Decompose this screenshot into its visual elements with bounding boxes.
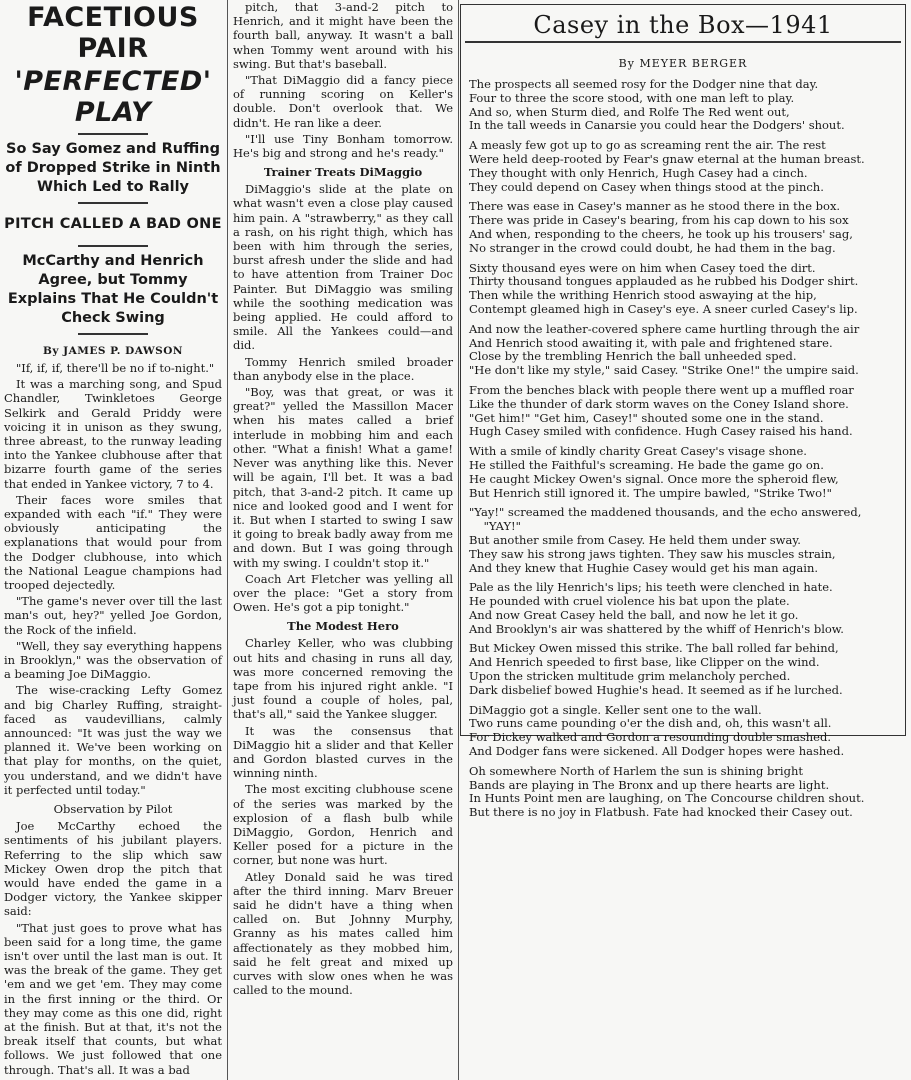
poem-stanza xyxy=(461,642,905,697)
poem-stanza xyxy=(461,139,905,194)
paragraph: "The game's never over till the last man's out, hey?" yelled Joe Gordon, the Rock of the infield. xyxy=(4,594,222,637)
deck-2: PITCH CALLED A BAD ONE xyxy=(4,216,222,232)
poem-line: A measly few got up to go as screaming rent the air. The rest xyxy=(469,138,826,153)
paragraph: Their faces wore smiles that expanded with each "if." They were obviously anticipating the explanations that would pour from the Dodger clubhouse, into which the National League champions had trooped dejectedly. xyxy=(4,492,222,593)
column-rule xyxy=(458,0,459,1080)
body-text xyxy=(0,361,226,797)
poem-line: No stranger in the crowd could doubt, he had them in the bag. xyxy=(469,240,836,255)
title-rule xyxy=(465,41,901,43)
poem-line: They could depend on Casey when things stood at the pinch. xyxy=(469,179,824,194)
paragraph: DiMaggio's slide at the plate on what wasn't even a close play caused him pain. A "strawberry," as they call a rash, on his right thigh, which has been with him through the series, burst afresh under the slide and had to have attention from Trainer Doc Painter. But DiMaggio was smiling while the soothing medication was being applied. He could afford to smile. All the Yankees could—and did. xyxy=(233,182,453,353)
poem-line: Like the thunder of dark storm waves on the Coney Island shore. xyxy=(469,396,849,411)
paragraph: Joe McCarthy echoed the sentiments of his jubilant players. Referring to the slip which saw Mickey Owen drop the pitch that would have ended the game in a Dodger victory, the Yankee skipper said: xyxy=(4,819,222,919)
poem-line: They saw his strong jaws tighten. They saw his muscles strain, xyxy=(469,546,836,561)
poem-line: "Get him!" "Get him, Casey!" shouted some one in the stand. xyxy=(469,410,824,425)
poem-line: And Henrich stood awaiting it, with pale and frightened stare. xyxy=(469,335,833,350)
body-text xyxy=(0,819,226,1077)
body-text xyxy=(229,0,457,160)
deck-1: So Say Gomez and Ruffing of Dropped Strike in Ninth Which Led to Rally xyxy=(5,141,221,195)
subhead-trainer: Trainer Treats DiMaggio xyxy=(263,165,423,180)
divider xyxy=(78,133,148,135)
paragraph: Charley Keller, who was clubbing out hits and chasing in runs all day, was more concerned removing the tape from his injured right ankle. "I just found a couple of holes, pal, that's all," said the Yankee slugger. xyxy=(233,636,453,722)
paragraph: It was a marching song, and Spud Chandler, Twinkletoes George Selkirk and Gerald Priddy were voicing it in unison as they swung, three abreast, to the runway leading into the Yankee clubhouse after that bizarre fourth game of the series that ended in Yankee victory, 7 to 4. xyxy=(4,377,222,491)
poem-line: And now the leather-covered sphere came hurtling through the air xyxy=(469,321,860,336)
poem-line: And they knew that Hughie Casey would get his man again. xyxy=(469,560,819,575)
poem-line: Hugh Casey smiled with confidence. Hugh Casey raised his hand. xyxy=(469,424,853,439)
headline-line-2: 'PERFECTED' PLAY xyxy=(14,66,212,128)
poem-line: Pale as the lily Henrich's lips; his teeth were clenched in hate. xyxy=(469,580,833,595)
poem-stanza xyxy=(461,581,905,636)
poem-column xyxy=(460,0,910,1080)
paragraph: "That DiMaggio did a fancy piece of running scoring on Keller's double. Don't overlook that. We didn't. He ran like a deer. xyxy=(233,73,453,130)
poem-stanza xyxy=(461,445,905,500)
poem-line: With a smile of kindly charity Great Casey's visage shone. xyxy=(469,444,807,459)
poem-stanza xyxy=(461,262,905,317)
poem-line: Four to three the score stood, with one man left to play. xyxy=(469,90,795,105)
paragraph: "Well, they say everything happens in Brooklyn," was the observation of a beaming Joe DiMaggio. xyxy=(4,638,222,682)
column-rule xyxy=(227,0,228,1080)
poem-line: From the benches black with people there went up a muffled roar xyxy=(469,382,854,397)
body-text xyxy=(229,182,457,614)
paragraph: "If, if, if, there'll be no if to-night." xyxy=(16,361,215,375)
poem-line: "YAY!" xyxy=(469,519,521,534)
poem-byline: By MEYER BERGER xyxy=(618,57,748,70)
poem-line: And now Great Casey held the ball, and now he let it go. xyxy=(469,607,799,622)
divider xyxy=(78,245,148,247)
poem-line: He caught Mickey Owen's signal. Once more the spheroid flew, xyxy=(469,471,839,486)
paragraph: It was the consensus that DiMaggio hit a slider and that Keller and Gordon blasted curves in the winning ninth. xyxy=(233,723,453,781)
poem-line: In the tall weeds in Canarsie you could hear the Dodgers' shout. xyxy=(469,118,845,133)
poem-stanza xyxy=(461,506,905,575)
poem-line: Contempt gleamed high in Casey's eye. A sneer curled Casey's lip. xyxy=(469,301,858,316)
poem-line: And Dodger fans were sickened. All Dodger hopes were hashed. xyxy=(469,744,845,759)
poem-line: But there is no joy in Flatbush. Fate had knocked their Casey out. xyxy=(469,805,853,820)
paragraph: "Boy, was that great, or was it great?" yelled the Massillon Macer when his mates called a brief interlude in mobbing him and each other. "What a finish! What a game! Never was anything like this. Never will be again, I'll bet. It was a bad pitch, that 3-and-2 pitch. It came up nice and looked good and I went for it. But when I started to swing I saw it going to break badly away from me and down. But I was going through with my swing. I couldn't stop it." xyxy=(233,385,453,570)
poem-line: But Henrich still ignored it. The umpire bawled, "Strike Two!" xyxy=(469,485,832,500)
paragraph: Tommy Henrich smiled broader than anybody else in the place. xyxy=(233,354,453,383)
poem-line: And Henrich speeded to first base, like Clipper on the wind. xyxy=(469,655,820,670)
subhead-hero: The Modest Hero xyxy=(287,619,399,634)
poem-line: He stilled the Faithful's screaming. He bade the game go on. xyxy=(469,457,824,472)
paragraph: The wise-cracking Lefty Gomez and big Charley Ruffing, straight-faced as vaudevillians, calmly announced: "It was just the way we planned it. We've been working on that play for months, on the quiet, you understand, and we didn't have it perfected until today." xyxy=(4,683,222,797)
poem-line: "He don't like my style," said Casey. "Strike One!" the umpire said. xyxy=(469,363,859,378)
poem-box xyxy=(460,4,906,820)
paragraph: pitch, that 3-and-2 pitch to Henrich, and it might have been the fourth ball, anyway. It wasn't a ball when Tommy went around with his swing. But that's baseball. xyxy=(233,0,453,71)
poem-line: Were held deep-rooted by Fear's gnaw eternal at the human breast. xyxy=(469,151,865,166)
poem-stanza xyxy=(461,200,905,255)
poem-line: But another smile from Casey. He held them under sway. xyxy=(469,532,801,547)
poem-line: Dark disbelief bowed Hughie's head. It seemed as if he lurched. xyxy=(469,682,843,697)
headline-line-1: FACETIOUS PAIR xyxy=(27,2,199,64)
poem-line: They thought with only Henrich, Hugh Casey had a cinch. xyxy=(469,165,808,180)
poem-stanza xyxy=(461,384,905,439)
paragraph: Atley Donald said he was tired after the third inning. Marv Breuer said he didn't have a thing when called on. But Johnny Murphy, Granny as his mates called him affectionately as they mobbed him, said he felt great and mixed up curves with slow ones when he was called to the mound. xyxy=(233,869,453,998)
poem-line: Bands are playing in The Bronx and up there hearts are light. xyxy=(469,777,830,792)
poem-stanza xyxy=(461,78,905,133)
divider xyxy=(78,202,148,204)
poem-line: He pounded with cruel violence his bat upon the plate. xyxy=(469,594,790,609)
poem-line: Close by the trembling Henrich the ball unheeded sped. xyxy=(469,349,797,364)
divider xyxy=(78,333,148,335)
poem-line: For Dickey walked and Gordon a resounding double smashed. xyxy=(469,730,831,745)
poem-line: Upon the stricken multitude grim melancholy perched. xyxy=(469,669,791,684)
subhead-pilot: Observation by Pilot xyxy=(53,802,173,817)
poem-body xyxy=(461,78,905,820)
poem-line: DiMaggio got a single. Keller sent one to the wall. xyxy=(469,702,762,717)
body-text xyxy=(229,636,457,997)
poem-line: But Mickey Owen missed this strike. The ball rolled far behind, xyxy=(469,641,839,656)
poem-title: Casey in the Box—1941 xyxy=(533,11,833,39)
poem-line: Two runs came pounding o'er the dish and, oh, this wasn't all. xyxy=(469,716,832,731)
poem-line: And so, when Sturm died, and Rolfe The Red went out, xyxy=(469,104,790,119)
poem-line: Thirty thousand tongues applauded as he rubbed his Dodger shirt. xyxy=(469,274,859,289)
poem-stanza xyxy=(461,765,905,820)
poem-line: Then while the writhing Henrich stood aswaying at the hip, xyxy=(469,288,817,303)
poem-line: "Yay!" screamed the maddened thousands, and the echo answered, xyxy=(469,505,862,520)
poem-line: Oh somewhere North of Harlem the sun is shining bright xyxy=(469,763,803,778)
poem-stanza xyxy=(461,323,905,378)
poem-line: There was ease in Casey's manner as he stood there in the box. xyxy=(469,199,841,214)
paragraph: "That just goes to prove what has been said for a long time, the game isn't over until the last man is out. It was the break of the game. They get 'em and we get 'em. They may come in the first inning or the third. Or they may come as this one did, right at the finish. But at that, it's not the break itself that counts, but what follows. We just followed that one through. That's all. It was a bad xyxy=(4,920,222,1077)
poem-line: Sixty thousand eyes were on him when Casey toed the dirt. xyxy=(469,260,816,275)
poem-line: The prospects all seemed rosy for the Dodger nine that day. xyxy=(469,77,819,91)
poem-line: There was pride in Casey's bearing, from his cap down to his sox xyxy=(469,213,849,228)
paragraph: "I'll use Tiny Bonham tomorrow. He's big and strong and he's ready." xyxy=(233,131,453,161)
byline: By JAMES P. DAWSON xyxy=(43,345,183,357)
poem-line: In Hunts Point men are laughing, on The Concourse children shout. xyxy=(469,791,865,806)
poem-stanza xyxy=(461,704,905,759)
poem-line: And when, responding to the cheers, he took up his trousers' sag, xyxy=(469,226,853,241)
paragraph: Coach Art Fletcher was yelling all over the place: "Get a story from Owen. He's got a pip tonight." xyxy=(233,571,453,615)
deck-3: McCarthy and Henrich Agree, but Tommy Explains That He Couldn't Check Swing xyxy=(7,253,219,326)
poem-line: And Brooklyn's air was shattered by the whiff of Henrich's blow. xyxy=(469,621,844,636)
article-column-2 xyxy=(229,0,457,1080)
paragraph: The most exciting clubhouse scene of the series was marked by the explosion of a flash bulb while DiMaggio, Gordon, Henrich and Keller posed for a picture in the corner, but none was hurt. xyxy=(233,782,453,868)
article-column-1 xyxy=(0,0,226,1080)
